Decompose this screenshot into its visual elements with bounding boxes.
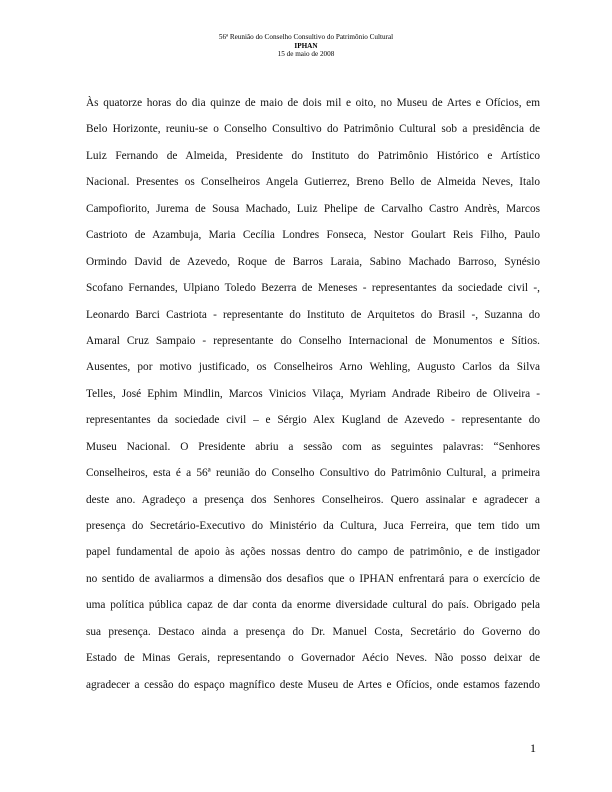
body-line: sua presença. Destaco ainda a presença do Dr. Manuel Costa, Secretário do Governo do — [86, 625, 540, 638]
organization-name: IPHAN — [294, 41, 318, 50]
body-line: representantes da sociedade civil – e Sérgio Alex Kugland de Azevedo - representante do — [86, 414, 540, 427]
body-line: Estado de Minas Gerais, representando o Governador Aécio Neves. Não posso deixar de — [86, 652, 540, 665]
body-line: deste ano. Agradeço a presença dos Senhores Conselheiros. Quero assinalar e agradecer a — [86, 493, 540, 506]
page-header — [0, 33, 612, 59]
body-line: papel fundamental de apoio às ações nossas dentro do campo de patrimônio, e de instigador — [86, 546, 540, 559]
body-line: Ormindo David de Azevedo, Roque de Barros Laraia, Sabino Machado Barroso, Synésio — [86, 255, 540, 268]
body-line: Amaral Cruz Sampaio - representante do Conselho Internacional de Monumentos e Sítios. — [86, 334, 540, 347]
body-line: Luiz Fernando de Almeida, Presidente do Instituto do Patrimônio Histórico e Artístico — [86, 149, 540, 162]
body-line: Campofiorito, Jurema de Sousa Machado, Luiz Phelipe de Carvalho Castro Andrès, Marcos — [86, 202, 540, 215]
body-line: no sentido de avaliarmos a dimensão dos desafios que o IPHAN enfrentará para o exercício de — [86, 572, 540, 585]
body-line: Nacional. Presentes os Conselheiros Angela Gutierrez, Breno Bello de Almeida Neves, Italo — [86, 176, 540, 189]
body-line: agradecer a cessão do espaço magnífico deste Museu de Artes e Ofícios, onde estamos fazendo — [86, 678, 540, 691]
body-line: Ausentes, por motivo justificado, os Conselheiros Arno Wehling, Augusto Carlos da Silva — [86, 361, 540, 374]
body-line: presença do Secretário-Executivo do Ministério da Cultura, Juca Ferreira, que tem tido um — [86, 520, 540, 532]
body-line: Telles, José Ephim Mindlin, Marcos Vinicios Vilaça, Myriam Andrade Ribeiro de Oliveira - — [86, 387, 540, 400]
body-line: Leonardo Barci Castriota - representante do Instituto de Arquitetos do Brasil -, Suzanna do — [86, 308, 540, 321]
body-line: Museu Nacional. O Presidente abriu a sessão com as seguintes palavras: “Senhores — [86, 440, 540, 453]
page-number: 1 — [530, 741, 536, 755]
body-line: Conselheiros, esta é a 56ª reunião do Conselho Consultivo do Patrimônio Cultural, a primeira — [86, 467, 540, 480]
body-line: Scofano Fernandes, Ulpiano Toledo Bezerra de Meneses - representantes da sociedade civil -, — [86, 282, 540, 295]
body-line: uma política pública capaz de dar conta da enorme diversidade cultural do país. Obrigado pela — [86, 599, 540, 612]
body-line: Às quatorze horas do dia quinze de maio de dois mil e oito, no Museu de Artes e Ofícios, em — [86, 97, 540, 109]
meeting-date: 15 de maio de 2008 — [277, 50, 335, 59]
minutes-body — [86, 95, 540, 703]
body-line: Castrioto de Azambuja, Maria Cecília Londres Fonseca, Nestor Goulart Reis Filho, Paulo — [86, 229, 540, 242]
meeting-title: 56ª Reunião do Conselho Consultivo do Patrimônio Cultural — [218, 33, 394, 41]
body-line: Belo Horizonte, reuniu-se o Conselho Consultivo do Patrimônio Cultural sob a presidência de — [86, 123, 540, 136]
